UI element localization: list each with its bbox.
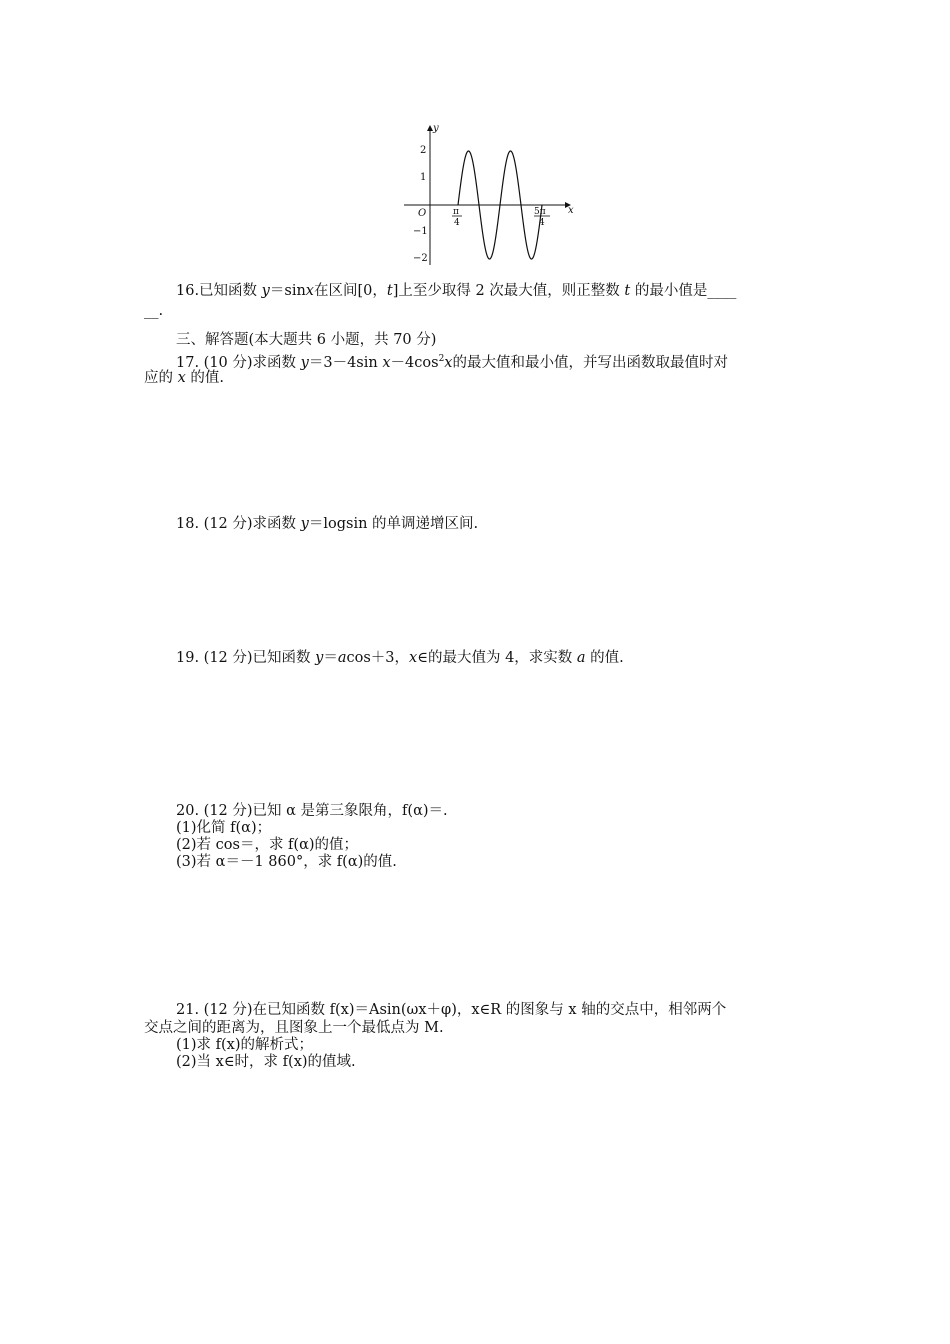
- y-axis-label: y: [433, 123, 439, 134]
- x-axis-label: x: [568, 205, 574, 216]
- x-tick-denominator: 4: [539, 218, 545, 228]
- question-18: 18. (12 分)求函数 y＝logsin 的单调递增区间.: [176, 516, 479, 532]
- origin-label: O: [418, 208, 427, 219]
- question-16-cont: __.: [144, 303, 164, 319]
- question-17: 17. (10 分)求函数 y＝3－4sin $x-4\cos^2x$的最大值和最小值，并写出函数取最值时对: [176, 354, 728, 371]
- question-20-line-2: (1)化简 f(α)；: [176, 820, 272, 836]
- x-tick-numerator: 5π: [534, 207, 546, 217]
- question-21-line-2: 交点之间的距离为，且图象上一个最低点为 M.: [144, 1020, 444, 1036]
- question-21-line-4: (2)当 x∈时，求 f(x)的值域.: [176, 1054, 356, 1070]
- section-heading: 三、解答题(本大题共 6 小题，共 70 分): [176, 332, 437, 348]
- y-tick-label: 2: [420, 145, 427, 156]
- question-17-cont: 应的 x 的值.: [144, 370, 225, 386]
- x-tick-5pi-over-4: [534, 207, 550, 228]
- question-21-line-1: 21. (12 分)在已知函数 f(x)＝Asin(ωx＋φ)，x∈R 的图象与 x 轴的交点中，相邻两个: [176, 1002, 727, 1018]
- question-20-line-4: (3)若 α＝－1 860°，求 f(α)的值.: [176, 854, 397, 870]
- question-16: 16.已知函数 y＝sinx在区间[0，t]上至少取得 2 次最大值，则正整数 t 的最小值是____: [176, 283, 737, 299]
- y-tick-label: −2: [413, 253, 428, 264]
- question-19: 19. (12 分)已知函数 y＝acos＋3，x∈的最大值为 4，求实数 a 的值.: [176, 650, 624, 666]
- y-tick-label: 1: [420, 172, 427, 183]
- x-tick-pi-over-4: [452, 207, 462, 228]
- x-tick-denominator: 4: [454, 218, 460, 228]
- question-20-line-3: (2)若 cos＝，求 f(α)的值；: [176, 837, 359, 853]
- y-tick-label: −1: [413, 226, 428, 237]
- question-20-line-1: 20. (12 分)已知 α 是第三象限角，f(α)＝.: [176, 803, 448, 819]
- sine-graph: [398, 120, 588, 270]
- question-21-line-3: (1)求 f(x)的解析式；: [176, 1037, 314, 1053]
- x-tick-numerator: π: [453, 207, 459, 217]
